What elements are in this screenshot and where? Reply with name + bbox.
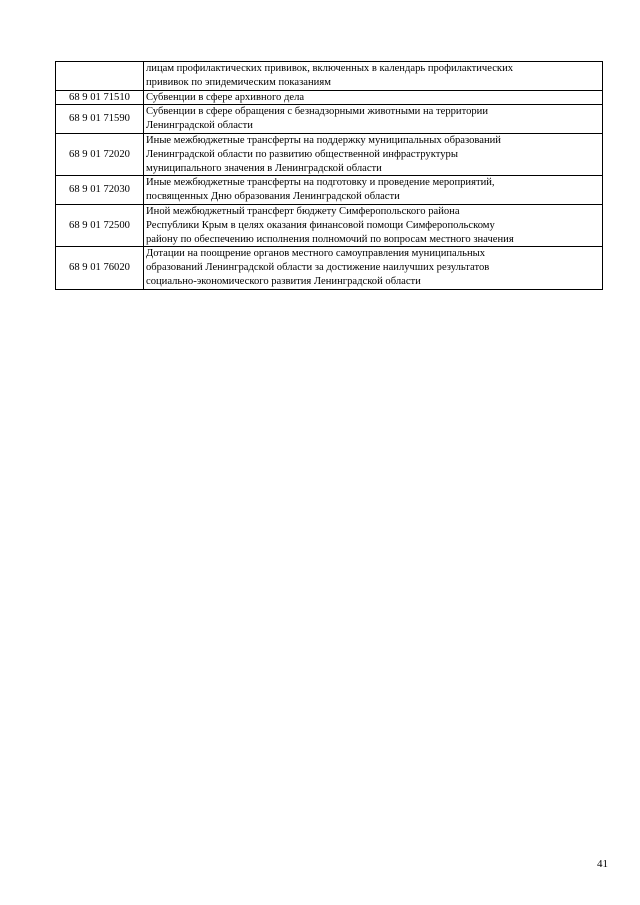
row-code: 68 9 01 76020 xyxy=(56,247,144,289)
description-line: Субвенции в сфере архивного дела xyxy=(146,91,305,103)
description-line: району по обеспечению исполнения полномочий по вопросам местного значения xyxy=(146,233,514,245)
row-description xyxy=(144,133,603,175)
description-line: Иные межбюджетные трансферты на поддержку муниципальных образований xyxy=(146,134,501,146)
description-line: Дотации на поощрение органов местного самоуправления муниципальных xyxy=(146,248,486,260)
row-code: 68 9 01 72030 xyxy=(56,176,144,205)
description-line: муниципального значения в Ленинградской области xyxy=(146,162,382,174)
row-code: 68 9 01 71590 xyxy=(56,105,144,134)
table-row xyxy=(56,247,603,289)
description-line: Ленинградской области по развитию общественной инфраструктуры xyxy=(146,148,458,160)
row-description xyxy=(144,176,603,205)
description-line: Ленинградской области xyxy=(146,120,253,132)
budget-codes-table-body xyxy=(56,62,603,290)
table-row xyxy=(56,204,603,246)
row-description xyxy=(144,90,603,105)
description-line: Субвенции в сфере обращения с безнадзорными животными на территории xyxy=(146,106,488,118)
row-code xyxy=(56,62,144,91)
budget-codes-table xyxy=(55,61,603,290)
table-row xyxy=(56,105,603,134)
table-row xyxy=(56,90,603,105)
page-number: 41 xyxy=(597,858,608,870)
table-row xyxy=(56,62,603,91)
description-line: Республики Крым в целях оказания финансовой помощи Симферопольскому xyxy=(146,219,495,231)
table-row xyxy=(56,176,603,205)
row-description xyxy=(144,105,603,134)
description-line: посвященных Дню образования Ленинградской области xyxy=(146,191,400,203)
row-code: 68 9 01 72020 xyxy=(56,133,144,175)
table-row xyxy=(56,133,603,175)
row-description xyxy=(144,247,603,289)
description-line: Иной межбюджетный трансферт бюджету Симферопольского района xyxy=(146,205,460,217)
description-line: образований Ленинградской области за достижение наилучших результатов xyxy=(146,262,490,274)
row-description xyxy=(144,204,603,246)
description-line: прививок по эпидемическим показаниям xyxy=(146,76,331,88)
row-code: 68 9 01 72500 xyxy=(56,204,144,246)
row-code: 68 9 01 71510 xyxy=(56,90,144,105)
description-line: лицам профилактических прививок, включенных в календарь профилактических xyxy=(146,63,514,74)
description-line: социально-экономического развития Ленинградской области xyxy=(146,275,421,287)
row-description xyxy=(144,62,603,91)
description-line: Иные межбюджетные трансферты на подготовку и проведение мероприятий, xyxy=(146,177,495,189)
